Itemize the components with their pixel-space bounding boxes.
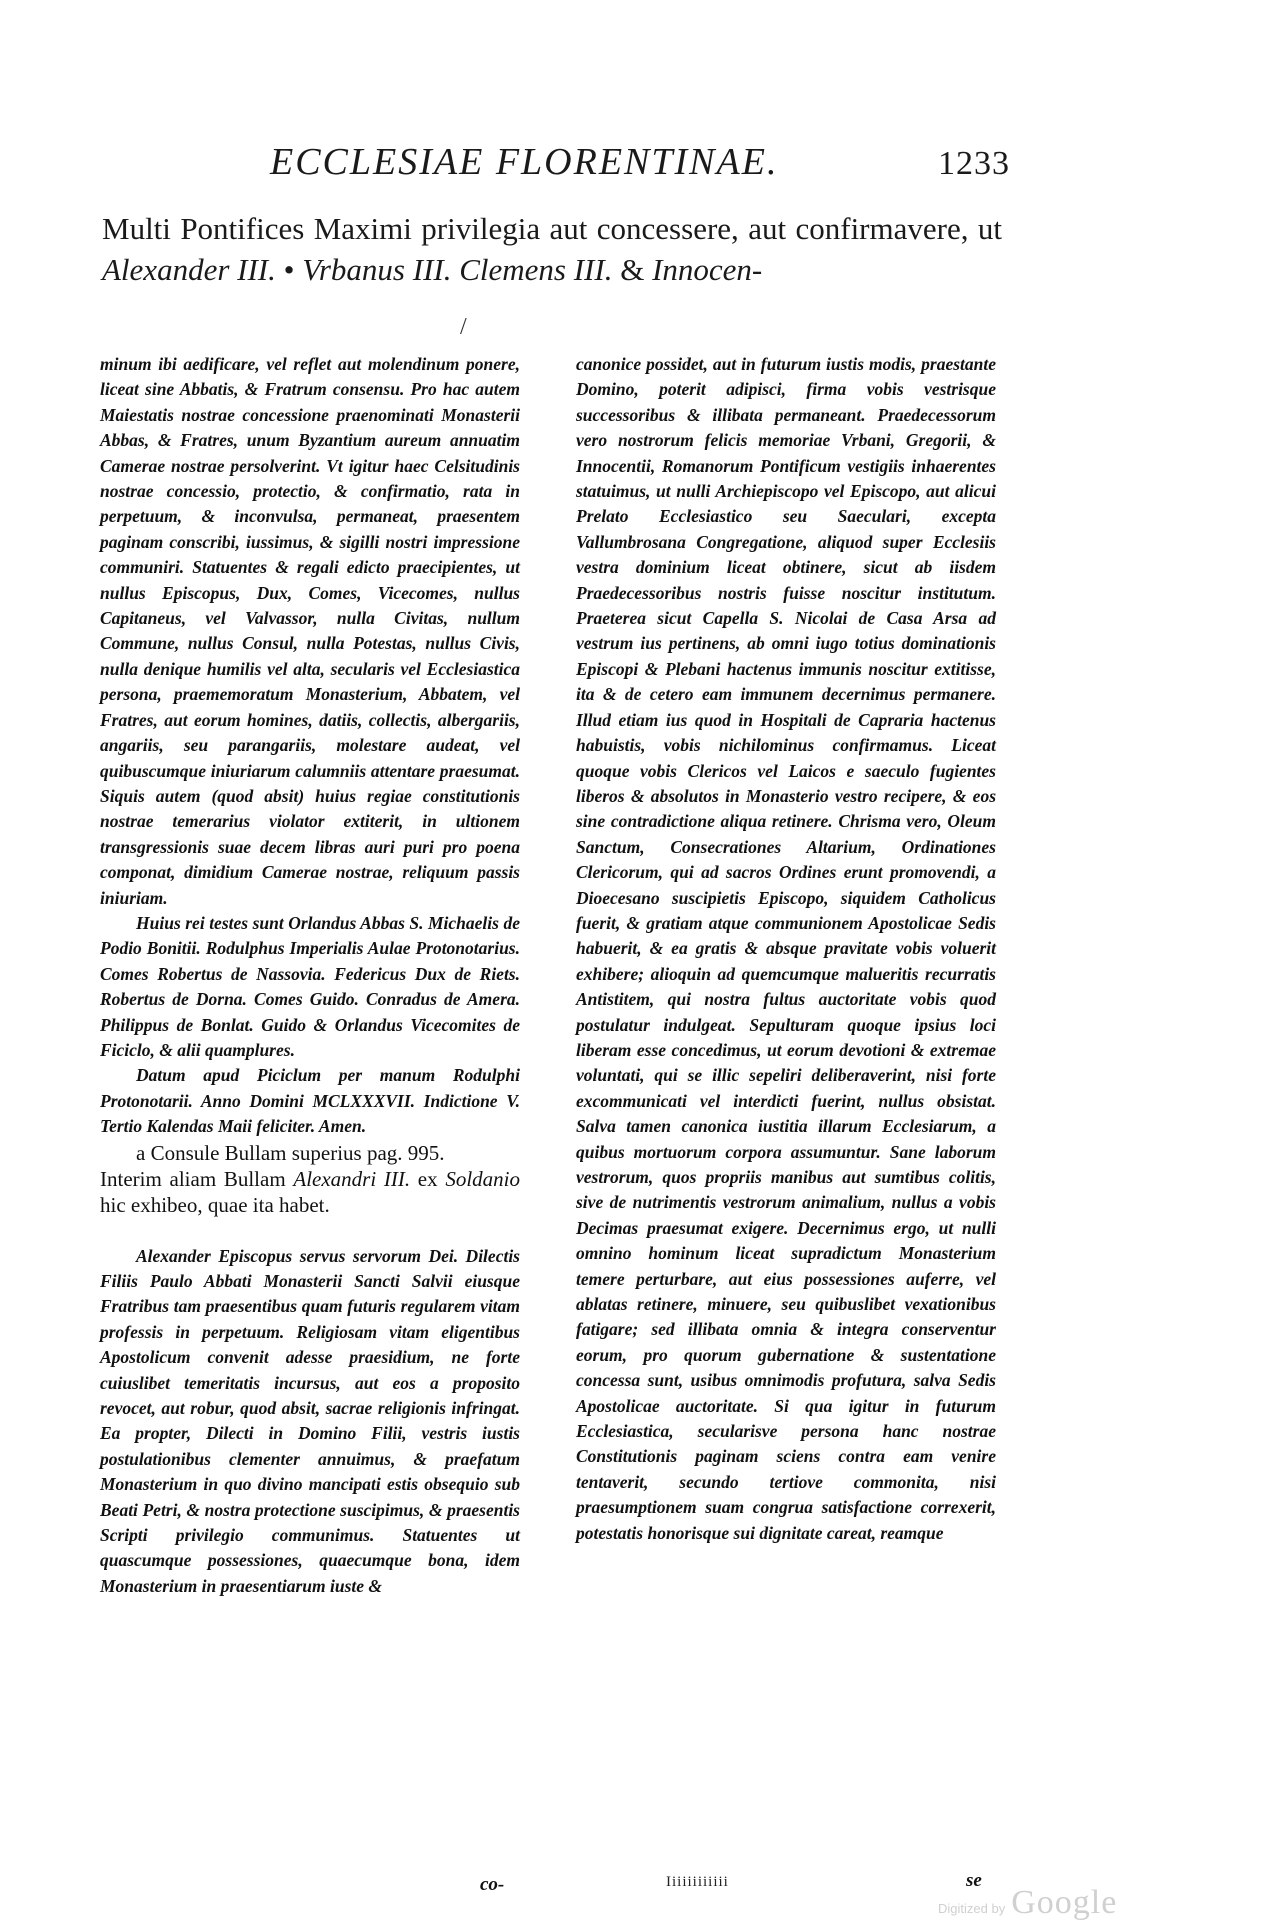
bull-paragraph: Alexander Episcopus servus servorum Dei. Dilectis Filiis Paulo Abbati Monasterii Sancti Salvii eiusque Fratribus tam praesentibus quam futuris regularem vitam professis in perpetuum. Religiosam vitam eligentibus Apostolicum convenit adesse praesidium, ne forte cuiuslibet temeritatis incursus, aut eos a proposito revocet, aut robur, quod absit, sacrae religionis infringat. Ea propter, Dilecti in Domino Filii, vestris iustis postulationibus clementer annuimus, & praefatum Monasterium in quo divino mancipati estis obsequio sub Beati Petri, & nostra protectione suscipimus, & praesentis Scripti privilegio communimus. Statuentes ut quascumque possessiones, quaecumque bona, idem Monasterium in praesentiarum iuste & [100, 1245, 520, 1596]
page-number: 1233 [938, 145, 1010, 182]
intro-ampersand: & [612, 252, 653, 287]
editor-note-text [100, 1166, 520, 1218]
digitization-watermark [938, 1884, 1117, 1922]
dating-clause: Datum apud Piciclum per manum Rodulphi Protonotarii. Anno Domini MCLXXXVII. Indictione V. Tertio Kalendas Maii feliciter. Amen. [100, 1065, 520, 1137]
intro-text: Multi Pontifices Maximi privilegia aut concessere, aut confirmavere, ut [102, 211, 1002, 246]
watermark-logo-text: Google [1011, 1884, 1118, 1921]
intro-heading [102, 208, 1002, 290]
bull-continuation: canonice possidet, aut in futurum iustis modis, praestante Domino, poterit adipisci, firma vobis vestrisque successoribus & illibata permaneant. Praedecessorum vero nostrorum felicis memoriae Vrbani, Gregorii, & Innocentii, Romanorum Pontificum vestigiis inhaerentes statuimus, ut nulli Archiepiscopo vel Episcopo, aut alicui Prelato Ecclesiastico seu Saeculari, excepta Vallumbrosana Congregatione, aliquod super Ecclesiis vestra dominium liceat obtinere, sicut ab iisdem Praedecessoribus nostris fuisse noscitur institutum. Praeterea sicut Capella S. Nicolai de Casa Arsa ad vestrum ius pertinens, ab omni iugo totius dominationis Episcopi & Plebani hactenus immunis noscitur extitisse, ita & de cetero eam immunem decernimus permanere. Illud etiam ius quod in Hospitali de Capraria hactenus habuistis, vobis nichilominus confirmamus. Liceat quoque vobis Clericos vel Laicos e saeculo fugientes liberos & absolutos in Monasterio vestro recipere, & eos sine contradictione aliqua retinere. Chrisma vero, Oleum Sanctum, Consecrationes Altarium, Ordinationes Clericorum, qui ad sacros Ordines erunt promovendi, a Dioecesano suscipietis Episcopo, siquidem Catholicus fuerit, & gratiam atque communionem Apostolicae Sedis habuerit, & ea gratis & absque pravitate vobis voluerit exhibere; alioquin ad quemcumque malueritis recurratis Antistitem, qui nostra fultus auctoritate vobis quod postulatur indulgeat. Sepulturam quoque ipsius loci liberam esse concedimus, ut eorum devotioni & extremae voluntati, qui se illic sepeliri deliberaverint, nisi forte excommunicati vel interdicti fuerint, nullus obsistat. Salva tamen canonica iustitia illarum Ecclesiarum, a quibus mortuorum corpora assumuntur. Sane laborum vestrorum, quos propriis manibus aut sumtibus colitis, sive de nutrimentis vestrorum animalium, nullus a vobis Decimas praesumat exigere. Decernimus ergo, ut nulli omnino hominum liceat supradictum Monasterium temere perturbare, aut eius possessiones auferre, vel ablatas retinere, minuere, seu quibuslibet vexationibus fatigare; sed illibata omnia & integra conserventur eorum, pro quorum gubernatione & sustentatione concessa sunt, usibus omnimodis profutura, salva Sedis Apostolicae auctoritate. Si qua igitur in futurum Ecclesiastica, secularisve persona hanc nostrae Constitutionis paginam sciens contra eam venire tentaverit, secundo tertiove commonita, nisi praesumptionem suam congrua satisfactione correxerit, potestatis honorisque sui dignitate careat, reamque [576, 354, 996, 1543]
right-column [576, 352, 996, 1546]
witnesses-paragraph: Huius rei testes sunt Orlandus Abbas S. Michaelis de Podio Bonitii. Rodulphus Imperialis Aulae Protonotarius. Comes Robertus de Nassovia. Federicus Dux de Riets. Robertus de Dorna. Comes Guido. Conradus de Amera. Philippus de Bonlat. Guido & Orlandus Vicecomites de Ficiclo, & alii quamplures. [100, 912, 520, 1060]
editor-note [100, 1140, 520, 1218]
intro-mark: • [275, 252, 303, 287]
signature-mark: Iiiiiiiiiiii [666, 1874, 729, 1890]
charter-paragraph: minum ibi aedificare, vel reflet aut molendinum ponere, liceat sine Abbatis, & Fratrum consensu. Pro hac autem Maiestatis nostrae concessione praenominati Monasterii Abbas, & Fratres, unum Byzantium aureum annuatim Camerae nostrae persolverint. Vt igitur haec Celsitudinis nostrae concessio, protectio, & confirmatio, rata in perpetuum, & inconvulsa, permaneat, praesentem paginam conscribi, iussimus, & sigilli nostri impressione communiri. Statuentes & regali edicto praecipientes, ut nullus Episcopus, Dux, Comes, Vicecomes, nullus Capitaneus, vel Valvassor, nulla Civitas, nullum Commune, nullus Consul, nulla Potestas, nullus Civis, nulla denique humilis vel alta, secularis vel Ecclesiastica persona, praememoratum Monasterium, Abbatem, vel Fratres, aut eorum homines, datiis, collectis, albergariis, angariis, seu parangariis, molestare audeat, vel quibuscumque iniuriarum calumniis attentare praesumat. Siquis autem (quod absit) huius regiae constitutionis nostrae temerarius violator extiterit, in ultionem transgressionis suae decem libras auri puri pro poena componat, dimidium Camerae nostrae, reliquum passis iniuriam. [100, 354, 520, 908]
note-suffix: hic exhibeo, quae ita habet. [100, 1192, 330, 1217]
catchword-right: se [966, 1870, 982, 1891]
note-source: Soldanio [445, 1166, 520, 1191]
left-column [100, 352, 520, 1599]
footnote-a: a Consule Bullam superius pag. 995. [136, 1140, 445, 1165]
note-bull-name: Alexandri III. [293, 1166, 411, 1191]
note-prefix: Interim aliam Bullam [100, 1166, 294, 1191]
catchword-left: co- [480, 1874, 505, 1895]
running-head [270, 140, 1010, 190]
pope-names-urbanus-clemens: Vrbanus III. Clemens III. [302, 252, 613, 287]
paragraph-gap [100, 1218, 520, 1244]
pope-name-alexander: Alexander III. [102, 252, 276, 287]
running-title: ECCLESIAE FLORENTINAE. [270, 141, 779, 183]
slash-mark: / [460, 314, 467, 340]
note-mid: ex [410, 1166, 446, 1191]
watermark-small-text: Digitized by [938, 1901, 1006, 1916]
pope-name-innocen: Innocen- [652, 252, 763, 287]
